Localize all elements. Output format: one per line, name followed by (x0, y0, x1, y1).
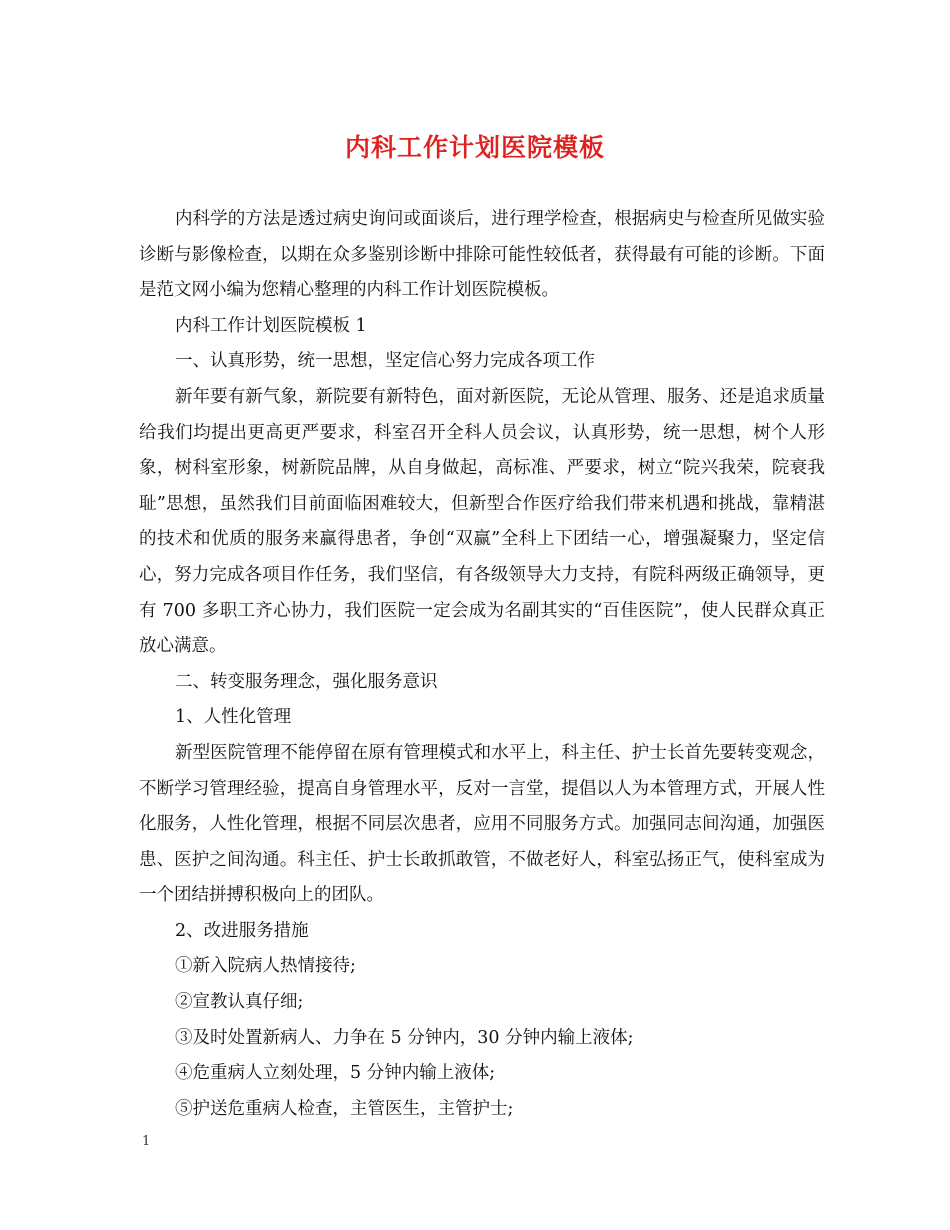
page-number: 1 (142, 1134, 151, 1149)
list-item: ①新入院病人热情接待; (175, 956, 356, 977)
body-paragraph: 新型医院管理不能停留在原有管理模式和水平上，科主任、护士长首先要转变观念，不断学习管理经验，提高自身管理水平，反对一言堂，提倡以人为本管理方式，开展人性化服务，人性化管理，根据不同层次患者，应用不同服务方式。加强同志间沟通，加强医患、医护之间沟通。科主任、护士长敢抓敢管，不做老好人，科室弘扬正气，使科室成为一个团结拼搏积极向上的团队。 (139, 742, 825, 906)
document-body (139, 202, 825, 1127)
subsection-heading-2: 2、改进服务措施 (175, 920, 309, 941)
section-heading-template-1: 内科工作计划医院模板 1 (175, 315, 367, 336)
document-title: 内科工作计划医院模板 (344, 133, 605, 162)
section-heading-2: 二、转变服务理念，强化服务意识 (175, 671, 438, 692)
body-paragraph: 新年要有新气象，新院要有新特色，面对新医院，无论从管理、服务、还是追求质量给我们均提出更高更严要求，科室召开全科人员会议，认真形势，统一思想，树个人形象，树科室形象，树新院品牌，从自身做起，高标准、严要求，树立“院兴我荣，院衰我耻”思想，虽然我们目前面临困难较大，但新型合作医疗给我们带来机遇和挑战，靠精湛的技术和优质的服务来赢得患者，争创“双赢”全科上下团结一心，增强凝聚力，坚定信心，努力完成各项目作任务，我们坚信，有各级领导大力支持，有院科两级正确领导，更有 700 多职工齐心协力，我们医院一定会成为名副其实的“百佳医院”，使人民群众真正放心满意。 (139, 386, 825, 657)
list-item: ③及时处置新病人、力争在 5 分钟内，30 分钟内输上液体; (175, 1027, 634, 1048)
list-item: ④危重病人立刻处理，5 分钟内输上液体; (175, 1063, 496, 1084)
list-item: ②宣教认真仔细; (175, 992, 304, 1013)
section-heading-1: 一、认真形势，统一思想，坚定信心努力完成各项工作 (175, 351, 595, 372)
intro-paragraph: 内科学的方法是透过病史询问或面谈后，进行理学检查，根据病史与检查所见做实验诊断与影像检查，以期在众多鉴别诊断中排除可能性较低者，获得最有可能的诊断。下面是范文网小编为您精心整理的内科工作计划医院模板。 (139, 209, 825, 301)
list-item: ⑤护送危重病人检查，主管医生，主管护士; (175, 1098, 514, 1119)
subsection-heading-1: 1、人性化管理 (175, 707, 292, 728)
